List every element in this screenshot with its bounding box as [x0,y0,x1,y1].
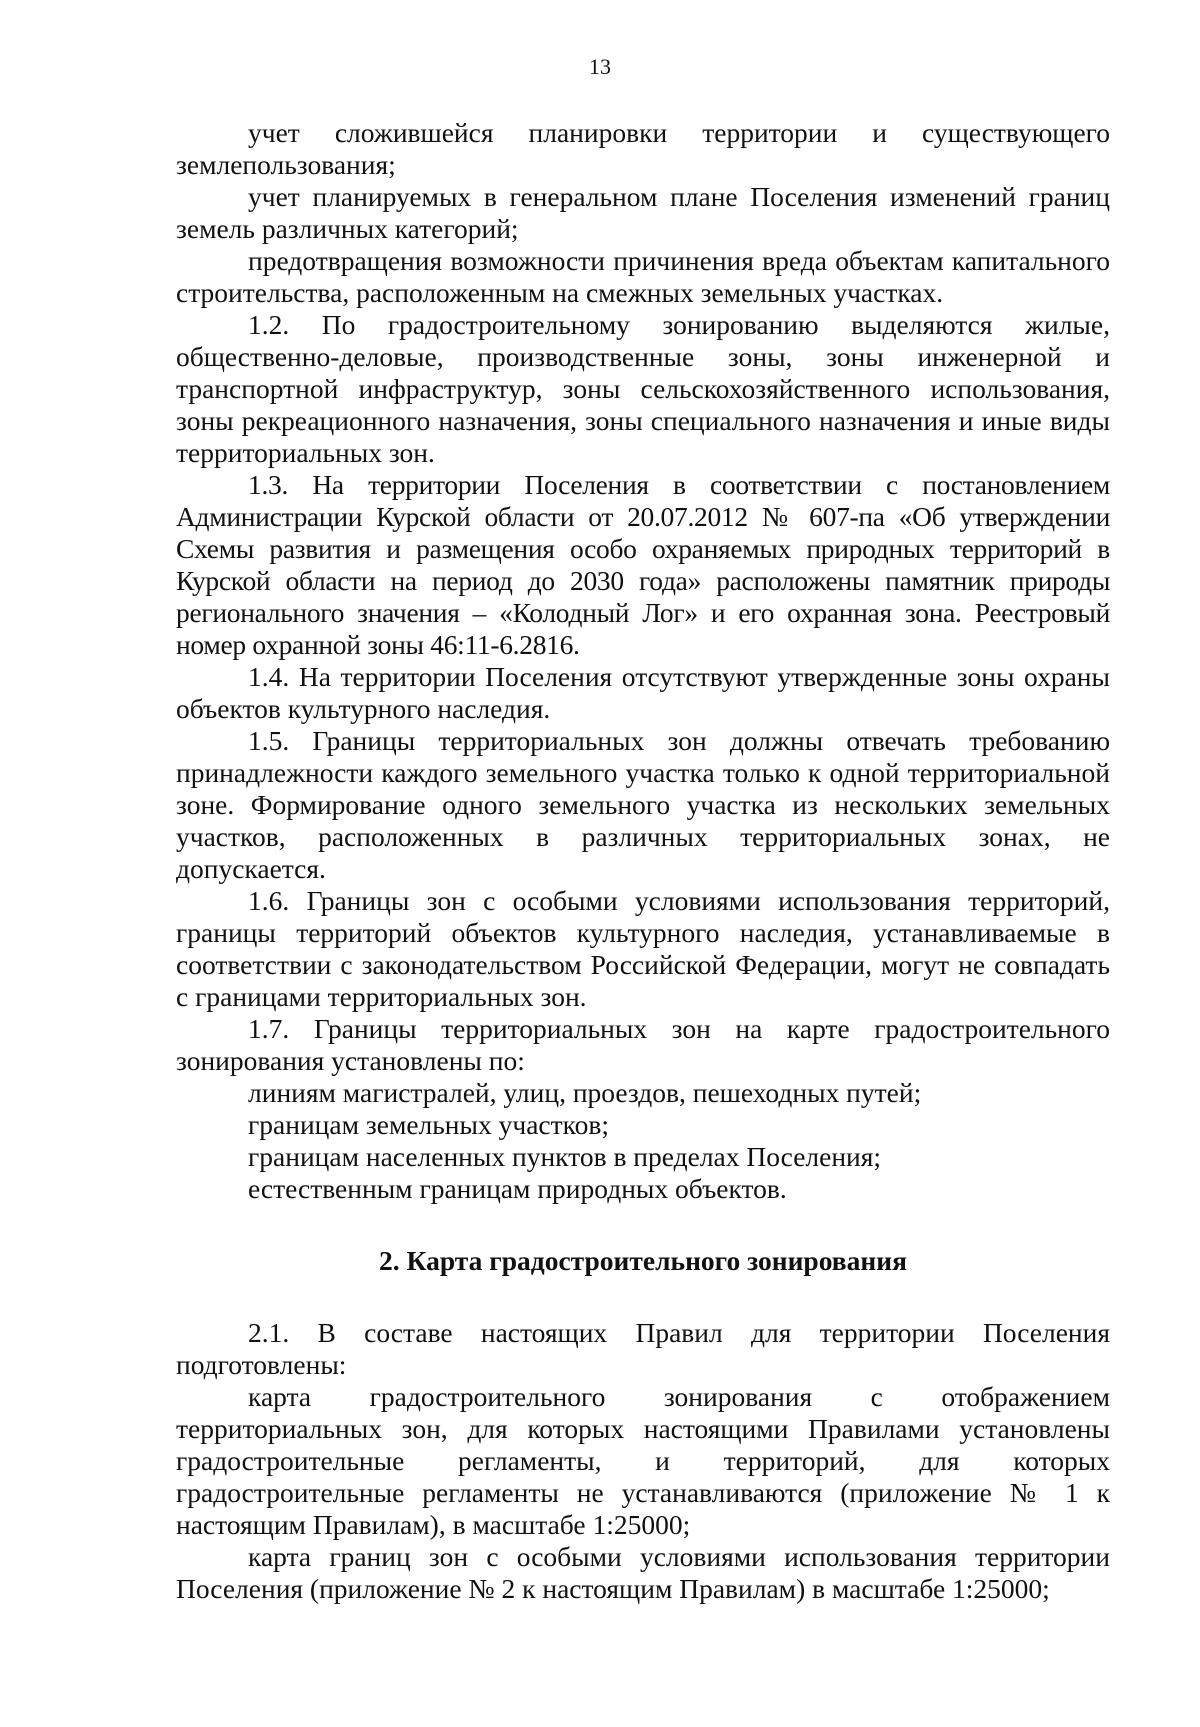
section-heading: 2. Карта градостроительного зонирования [379,1245,907,1276]
paragraph-1-2: 1.2. По градостроительному зонированию выделяются жилые, общественно-деловые, производственные зоны, зоны инженерной и транспортной инфраструктур, зоны сельскохозяйственного использования, зоны рекреационного назначения, зоны специального назначения и иные виды территориальных зон. [176,309,1110,468]
list-item: границам земельных участков; [248,1109,609,1140]
document-body [176,117,1110,1605]
paragraph-item: учет сложившейся планировки территории и существующего землепользования; [176,117,1110,180]
paragraph-2-1: 2.1. В составе настоящих Правил для территории Поселения подготовлены: [176,1317,1110,1380]
page-number: 13 [589,54,611,79]
paragraph-item: учет планируемых в генеральном плане Поселения изменений границ земель различных категорий; [176,181,1110,244]
paragraph-1-4: 1.4. На территории Поселения отсутствуют утвержденные зоны охраны объектов культурного наследия. [176,661,1110,724]
paragraph-1-6: 1.6. Границы зон с особыми условиями использования территорий, границы территорий объектов культурного наследия, устанавливаемые в соответствии с законодательством Российской Федерации, могут не совпадать с границами территориальных зон. [176,885,1110,1012]
paragraph-1-7: 1.7. Границы территориальных зон на карте градостроительного зонирования установлены по: [176,1013,1110,1076]
paragraph-1-3: 1.3. На территории Поселения в соответствии с постановлением Администрации Курской области от 20.07.2012 № 607-па «Об утверждении Схемы развития и размещения особо охраняемых природных территорий в Курской области на период до 2030 года» расположены памятник природы регионального значения – «Колодный Лог» и его охранная зона. Реестровый номер охранной зоны 46:11-6.2816. [176,469,1110,660]
paragraph-item: карта градостроительного зонирования с отображением территориальных зон, для которых настоящими Правилами установлены градостроительные регламенты, и территорий, для которых градостроительные регламенты не устанавливаются (приложение № 1 к настоящим Правилам), в масштабе 1:25000; [176,1381,1110,1540]
list-item: естественным границам природных объектов. [248,1173,787,1204]
list-item: границам населенных пунктов в пределах Поселения; [248,1141,882,1172]
paragraph-1-5: 1.5. Границы территориальных зон должны отвечать требованию принадлежности каждого земельного участка только к одной территориальной зоне. Формирование одного земельного участка из нескольких земельных участков, расположенных в различных территориальных зонах, не допускается. [176,725,1110,884]
list-item: линиям магистралей, улиц, проездов, пешеходных путей; [248,1077,922,1108]
paragraph-item: предотвращения возможности причинения вреда объектам капитального строительства, расположенным на смежных земельных участках. [176,245,1110,308]
paragraph-item: карта границ зон с особыми условиями использования территории Поселения (приложение № 2 к настоящим Правилам) в масштабе 1:25000; [176,1541,1110,1604]
